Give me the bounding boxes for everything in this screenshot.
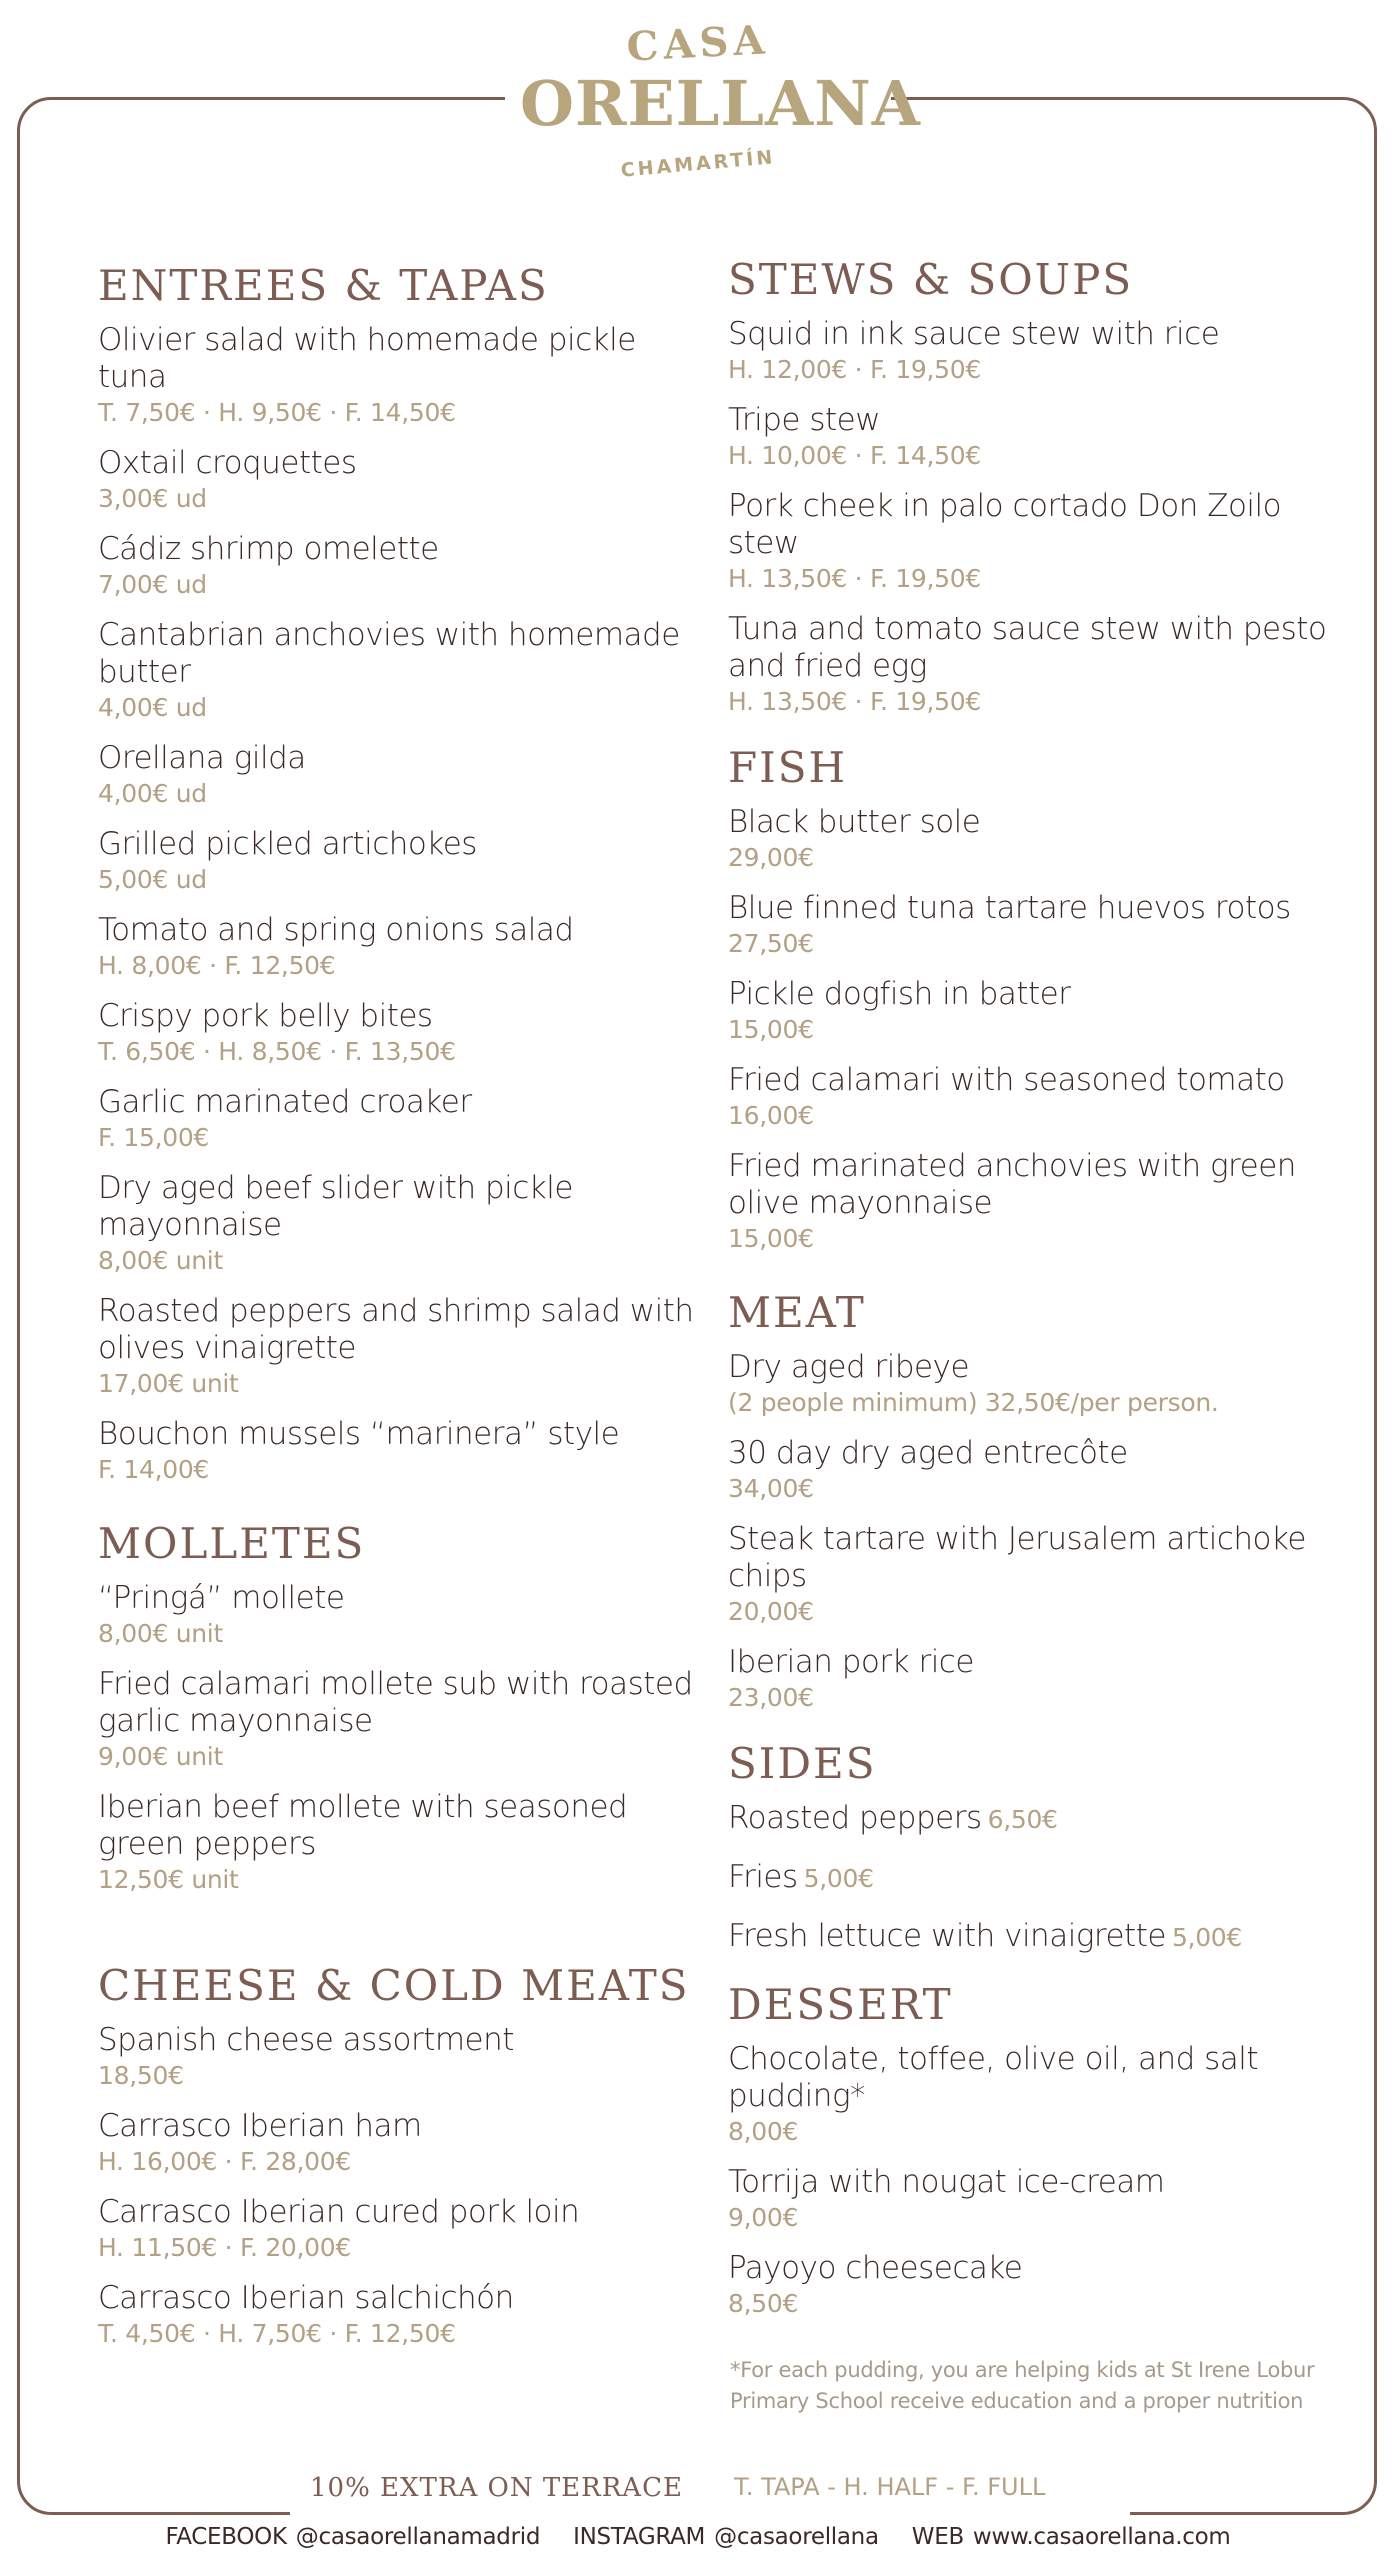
menu-item [98,740,698,810]
menu-item [728,976,1348,1046]
menu-item [728,611,1348,718]
item-name: Fries [728,1859,798,1895]
item-name: Garlic marinated croaker [98,1084,472,1120]
item-name: Carrasco Iberian cured pork loin [98,2194,580,2230]
section-title: DESSERT [728,1980,953,2029]
menu-item [728,488,1348,595]
item-name: Iberian beef mollete with seasoned green peppers [98,1789,628,1862]
item-price: 16,00€ [728,1101,814,1130]
item-price: 5,00€ [803,1864,874,1893]
item-name: Roasted peppers [728,1800,982,1836]
item-name: Crispy pork belly bites [98,998,433,1034]
item-name: Fried marinated anchovies with green olive mayonnaise [728,1148,1296,1221]
item-name: Fried calamari mollete sub with roasted garlic mayonnaise [98,1666,693,1739]
item-name: Orellana gilda [98,740,306,776]
item-name: Grilled pickled artichokes [98,826,477,862]
menu-item [98,2022,698,2092]
item-price: 15,00€ [728,1015,814,1044]
menu-item [98,2108,698,2178]
menu-item [98,322,698,429]
item-name: Iberian pork rice [728,1644,974,1680]
item-name: Steak tartare with Jerusalem artichoke chips [728,1521,1306,1594]
social-links [0,2524,1396,2550]
item-name: Dry aged ribeye [728,1349,970,1385]
website-link[interactable]: WEB www.casaorellana.com [911,2524,1231,2550]
section-molletes [98,1516,698,1896]
section-meat [728,1285,1348,1714]
section-title: CHEESE & COLD MEATS [98,1961,690,2010]
logo-casa: CASA [625,16,771,71]
section-title: SIDES [728,1739,877,1788]
item-price: 15,00€ [728,1224,814,1253]
section-stews-soups [728,252,1348,718]
item-name: Pickle dogfish in batter [728,976,1071,1012]
item-name: Spanish cheese assortment [98,2022,514,2058]
item-price: 23,00€ [728,1683,814,1712]
item-name: Olivier salad with homemade pickle tuna [98,322,636,395]
menu-item [728,402,1348,472]
item-price: 6,50€ [987,1805,1058,1834]
menu-left-column [98,258,698,2366]
menu-item [98,445,698,515]
item-price: F. 15,00€ [98,1123,210,1152]
section-sides [728,1736,1348,1955]
pudding-note: *For each pudding, you are helping kids at St Irene Lobur Primary School receive education and a proper nutrition [730,2358,1315,2413]
menu-item [728,1800,1348,1837]
item-price: 7,00€ ud [98,570,207,599]
menu-item [98,1666,698,1773]
item-name: Carrasco Iberian ham [98,2108,422,2144]
item-name: Squid in ink sauce stew with rice [728,316,1220,352]
item-price: 5,00€ [1171,1923,1243,1952]
item-name: “Pringá” mollete [98,1580,345,1616]
footer-info [310,2473,1110,2503]
item-price: H. 10,00€ · F. 14,50€ [728,441,982,470]
item-price: 18,50€ [98,2061,184,2090]
item-name: Fried calamari with seasoned tomato [728,1062,1285,1098]
item-name: Torrija with nougat ice-cream [728,2164,1165,2200]
menu-item [728,1644,1348,1714]
menu-item [98,1170,698,1277]
item-price: 9,00€ unit [98,1742,223,1771]
menu-item [98,998,698,1068]
section-title: MOLLETES [98,1519,366,1568]
item-name: Carrasco Iberian salchichón [98,2280,514,2316]
item-price: 8,00€ unit [98,1619,223,1648]
logo-orellana: ORELLANA [520,67,921,140]
facebook-link[interactable]: FACEBOOK @casaorellanamadrid [165,2524,541,2550]
section-fish [728,740,1348,1255]
menu-item [728,1918,1348,1955]
section-title: ENTREES & TAPAS [98,261,549,310]
item-name: Tuna and tomato sauce stew with pesto and fried egg [728,611,1327,684]
menu-item [98,1293,698,1400]
section-cheese-cold-meats [98,1958,698,2350]
item-name: 30 day dry aged entrecôte [728,1435,1128,1471]
menu-item [728,804,1348,874]
item-price: 8,50€ [728,2289,799,2318]
item-price: T. 7,50€ · H. 9,50€ · F. 14,50€ [98,398,456,427]
menu-item [98,531,698,601]
menu-item [98,912,698,982]
section-title: STEWS & SOUPS [728,255,1134,304]
item-price: H. 16,00€ · F. 28,00€ [98,2147,352,2176]
item-price: 5,00€ ud [98,865,207,894]
item-price: 20,00€ [728,1597,814,1626]
item-price: T. 6,50€ · H. 8,50€ · F. 13,50€ [98,1037,456,1066]
item-price: 4,00€ ud [98,779,207,808]
menu-item [98,617,698,724]
menu-item [728,316,1348,386]
section-entrees-tapas [98,258,698,1486]
menu-item [728,1349,1348,1419]
item-price: 9,00€ [728,2203,799,2232]
menu-item [728,2250,1348,2320]
item-name: Dry aged beef slider with pickle mayonnaise [98,1170,573,1243]
menu-right-column [728,252,1348,2336]
item-name: Bouchon mussels “marinera” style [98,1416,620,1452]
section-title: FISH [728,743,848,792]
item-name: Oxtail croquettes [98,445,357,481]
item-price: 34,00€ [728,1474,814,1503]
item-name: Blue finned tuna tartare huevos rotos [728,890,1291,926]
item-name: Tripe stew [728,402,881,438]
menu-item [98,826,698,896]
item-name: Roasted peppers and shrimp salad with olives vinaigrette [98,1293,694,1366]
item-name: Cantabrian anchovies with homemade butter [98,617,680,690]
item-price: H. 11,50€ · F. 20,00€ [98,2233,352,2262]
item-price: F. 14,00€ [98,1455,210,1484]
item-price: 29,00€ [728,843,814,872]
restaurant-logo [520,12,921,202]
item-name: Fresh lettuce with vinaigrette [728,1918,1166,1954]
menu-item [728,1148,1348,1255]
menu-item [728,890,1348,960]
section-dessert [728,1977,1348,2320]
menu-item [728,1859,1348,1896]
menu-item [728,1435,1348,1505]
item-price: 17,00€ unit [98,1369,239,1398]
menu-item [728,1521,1348,1628]
menu-item [98,1789,698,1896]
menu-item [728,2041,1348,2148]
menu-item [98,2194,698,2264]
item-name: Black butter sole [728,804,981,840]
item-price: 8,00€ [728,2117,799,2146]
item-price: 4,00€ ud [98,693,207,722]
item-price: H. 8,00€ · F. 12,50€ [98,951,336,980]
item-name: Chocolate, toffee, olive oil, and salt pudding* [728,2041,1259,2114]
menu-item [98,1084,698,1154]
instagram-link[interactable]: INSTAGRAM @casaorellana [573,2524,879,2550]
item-price: H. 12,00€ · F. 19,50€ [728,355,982,384]
item-name: Tomato and spring onions salad [98,912,574,948]
size-legend: T. TAPA - H. HALF - F. FULL [734,2473,1046,2501]
item-name: Payoyo cheesecake [728,2250,1023,2286]
item-price: 3,00€ ud [98,484,207,513]
menu-item [98,2280,698,2350]
item-price: 12,50€ unit [98,1865,239,1894]
item-price: H. 13,50€ · F. 19,50€ [728,564,982,593]
item-name: Cádiz shrimp omelette [98,531,439,567]
item-price: (2 people minimum) 32,50€/per person. [728,1388,1219,1417]
item-price: 27,50€ [728,929,814,958]
menu-item [728,1062,1348,1132]
menu-item [728,2164,1348,2234]
menu-item [98,1416,698,1486]
logo-chamartin: CHAMARTÍN [619,146,777,182]
section-title: MEAT [728,1288,866,1337]
item-price: 8,00€ unit [98,1246,223,1275]
item-price: H. 13,50€ · F. 19,50€ [728,687,982,716]
item-name: Pork cheek in palo cortado Don Zoilo stew [728,488,1282,561]
item-price: T. 4,50€ · H. 7,50€ · F. 12,50€ [98,2319,456,2348]
menu-item [98,1580,698,1650]
terrace-surcharge: 10% EXTRA ON TERRACE [310,2473,683,2503]
